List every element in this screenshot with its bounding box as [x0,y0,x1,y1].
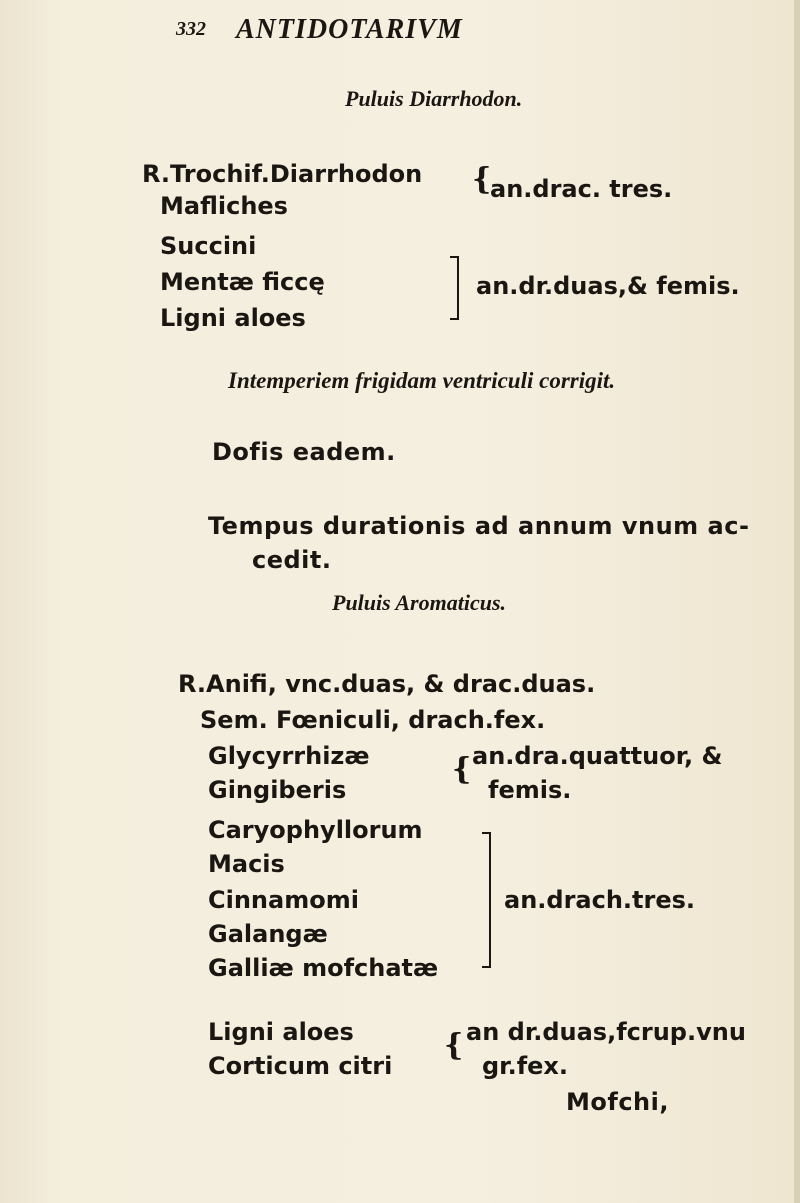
running-title: ANTIDOTARIVM [236,14,463,45]
bracket-line [450,318,458,320]
tempus-line: cedit. [252,546,332,574]
dose-text: an.drach.tres. [504,886,696,914]
ingredient-line: R.Trochif.Diarrhodon [142,160,423,188]
page-number: 332 [176,18,206,40]
brace-symbol: { [452,752,472,787]
ingredient-line: Caryophyllorum [208,816,423,844]
dose-text: gr.fex. [482,1052,569,1080]
ingredient-line: Galliæ mofchatæ [208,954,439,982]
page-edge [794,0,800,1203]
catchword: Mofchi, [566,1088,669,1116]
indication-text: Intemperiem frigidam ventriculi corrigit. [228,368,616,393]
tempus-line: Tempus durationis ad annum vnum ac- [208,512,750,540]
ingredient-line: Galangæ [208,920,328,948]
dose-text: femis. [488,776,572,804]
dose-text: an.dra.quattuor, & [472,742,723,770]
dose-text: an dr.duas,fcrup.vnu [466,1018,746,1046]
dose-text: an.dr.duas,& femis. [476,272,740,300]
ingredient-line: Sem. Fœniculi, drach.fex. [200,706,546,734]
dose-text: an.drac. tres. [490,175,673,203]
bracket-line [482,966,490,968]
ingredient-line: Gingiberis [208,776,347,804]
ingredient-line: Succini [160,232,257,260]
bracket-line [457,256,459,320]
ingredient-line: Glycyrrhizæ [208,742,370,770]
ingredient-line: R.Anifi, vnc.duas, & drac.duas. [178,670,596,698]
ingredient-line: Macis [208,850,285,878]
recipe-title-diarrhodon: Puluis Diarrhodon. [345,86,523,111]
ingredient-line: Ligni aloes [208,1018,354,1046]
ingredient-line: Cinnamomi [208,886,359,914]
dosis-text: Dofis eadem. [212,438,396,466]
ingredient-line: Mafliches [160,192,288,220]
ingredient-line: Ligni aloes [160,304,306,332]
ingredient-line: Mentæ ficcę [160,268,325,296]
brace-symbol: { [472,162,492,197]
bracket-line [489,832,491,968]
ingredient-line: Corticum citri [208,1052,393,1080]
recipe-title-aromaticus: Puluis Aromaticus. [332,590,507,615]
brace-symbol: { [444,1028,464,1063]
